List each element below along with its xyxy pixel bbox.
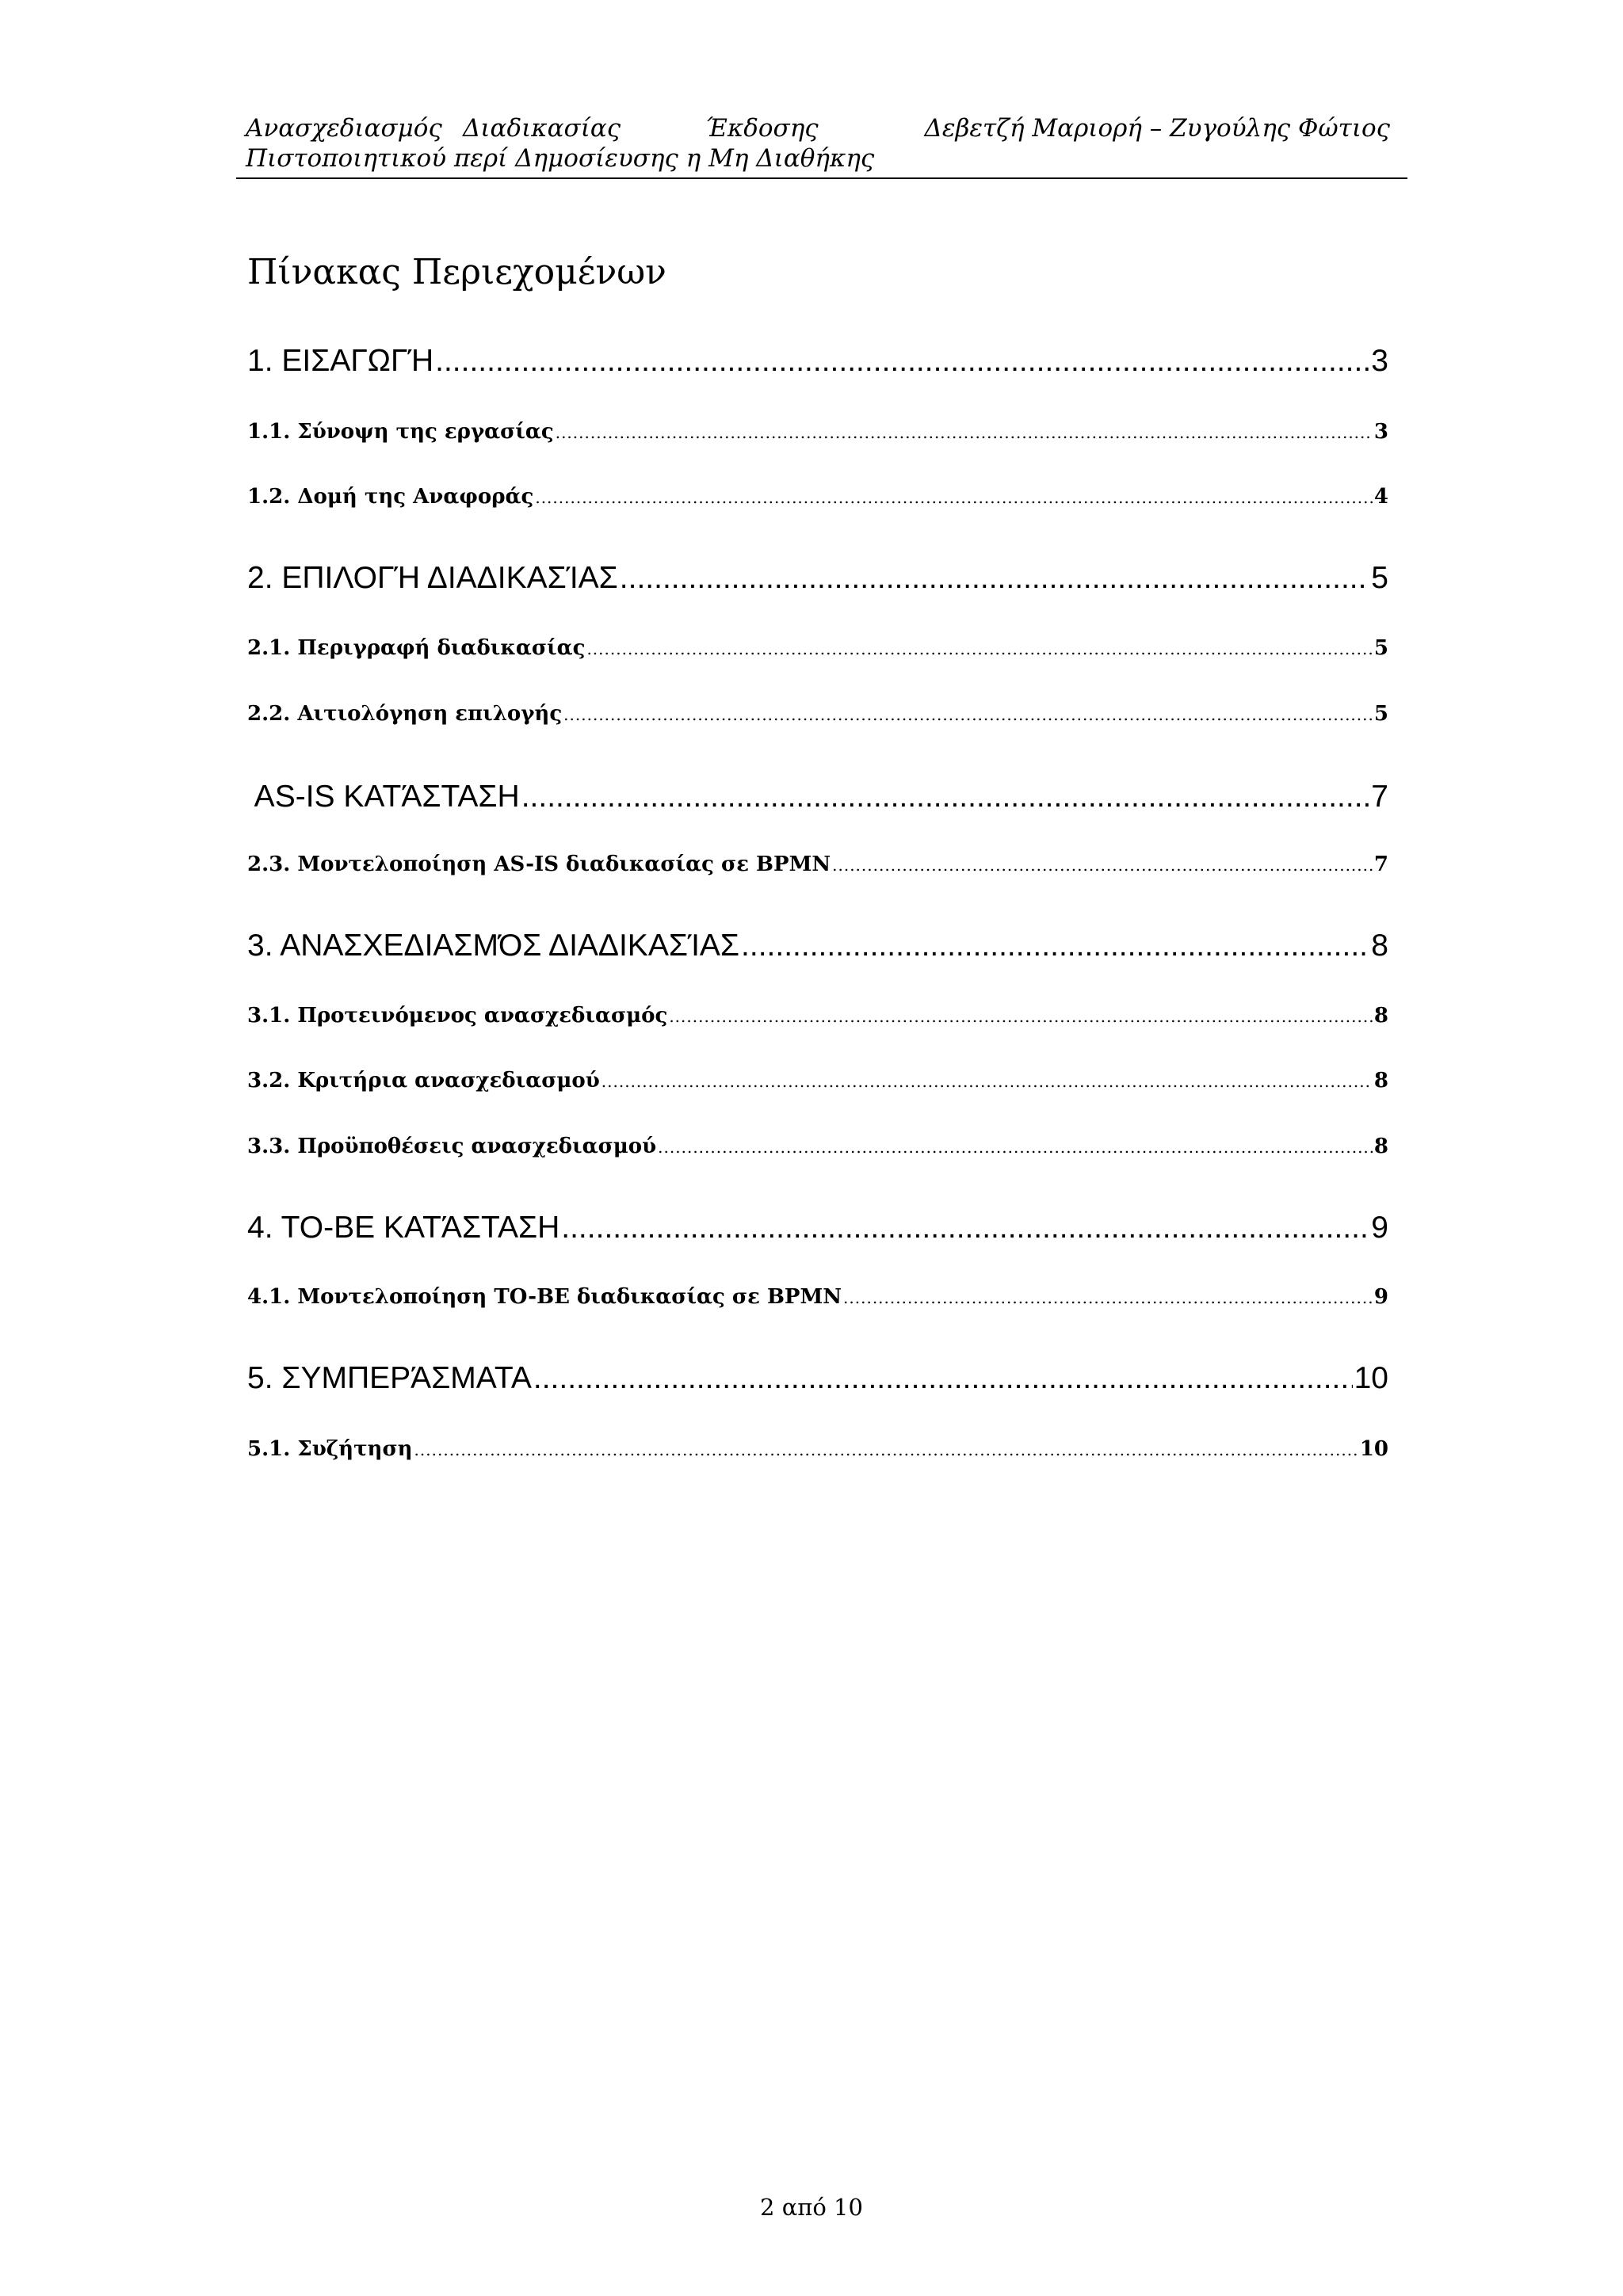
page-number-footer: 2 από 10	[760, 2194, 863, 2221]
toc-page-number: 9	[1371, 1211, 1388, 1245]
toc-page-number: 5	[1371, 561, 1388, 595]
toc-entry-text: 5.1. Συζήτηση	[247, 1437, 413, 1461]
dot-leader	[832, 852, 1373, 879]
dot-leader	[658, 1134, 1373, 1161]
header-word-issuance: Έκδοσης	[705, 114, 819, 143]
toc-page-number: 5	[1373, 636, 1388, 660]
dot-leader	[669, 1003, 1373, 1030]
toc-entry-1[interactable]	[247, 342, 1388, 380]
toc-page-number: 7	[1373, 852, 1388, 876]
toc-entry-3-2[interactable]	[247, 1067, 1388, 1095]
toc-entry-1-2[interactable]	[247, 483, 1388, 511]
toc-entry-text: 3.2. Κριτήρια ανασχεδιασμού	[247, 1069, 600, 1093]
toc-entry-3-3[interactable]	[247, 1133, 1388, 1161]
header-authors: Δεβετζή Μαριορή – Ζυγούλης Φώτιος	[924, 114, 1390, 143]
toc-entry-text: 1. ΕΙΣΑΓΩΓΉ	[247, 344, 434, 378]
toc-entry-text: 1.2. Δομή της Αναφοράς	[247, 485, 534, 509]
dot-leader	[535, 484, 1373, 511]
toc-entry-text: 3.1. Προτεινόμενος ανασχεδιασμός	[247, 1004, 668, 1028]
toc-entry-2[interactable]	[247, 559, 1388, 597]
toc-page-number: 3	[1373, 420, 1388, 444]
toc-entry-1-1[interactable]	[247, 418, 1388, 446]
toc-page-number: 10	[1354, 1361, 1388, 1395]
toc-entry-5[interactable]	[247, 1360, 1388, 1398]
page-header	[236, 114, 1407, 179]
dot-leader	[521, 778, 1370, 816]
toc-page-number: 7	[1371, 780, 1388, 814]
dot-leader	[741, 927, 1369, 965]
toc-entry-2-2[interactable]	[247, 700, 1388, 728]
header-word-redesign: Ανασχεδιασμός	[246, 114, 442, 143]
toc-page-number: 10	[1359, 1437, 1388, 1461]
toc-entry-4-1[interactable]	[247, 1283, 1388, 1311]
toc-entry-2-3[interactable]	[247, 851, 1388, 879]
toc-entry-text: 2.2. Αιτιολόγηση επιλογής	[247, 702, 563, 726]
toc-entry-3[interactable]	[247, 927, 1388, 965]
toc-entry-text: 2.1. Περιγραφή διαδικασίας	[247, 636, 586, 660]
dot-leader	[563, 701, 1373, 728]
toc-entry-text: 3.3. Προϋποθέσεις ανασχεδιασμού	[247, 1135, 657, 1158]
toc-title: Πίνακας Περιεχομένων	[247, 252, 666, 292]
toc-entry-text: 4.1. Μοντελοποίηση TO-BE διαδικασίας σε BPMN	[247, 1285, 842, 1309]
toc-page-number: 8	[1371, 929, 1388, 963]
dot-leader	[601, 1068, 1373, 1095]
toc-entry-2-1[interactable]	[247, 635, 1388, 662]
toc-page-number: 8	[1373, 1069, 1388, 1093]
toc-entry-3-1[interactable]	[247, 1002, 1388, 1030]
toc-entry-text: 1.1. Σύνοψη της εργασίας	[247, 420, 554, 444]
toc-page-number: 4	[1373, 485, 1388, 509]
dot-leader	[533, 1360, 1353, 1398]
dot-leader	[843, 1284, 1373, 1311]
toc-entry-4[interactable]	[247, 1209, 1388, 1247]
toc-entry-text: AS-IS ΚΑΤΆΣΤΑΣΗ	[247, 780, 520, 814]
header-subtitle-line: Πιστοποιητικού περί Δημοσίευσης η Μη Διαθήκης	[246, 144, 875, 173]
dot-leader	[414, 1436, 1358, 1463]
toc-entry-text: 3. ΑΝΑΣΧΕΔΙΑΣΜΌΣ ΔΙΑΔΙΚΑΣΊΑΣ	[247, 929, 740, 963]
toc-entry-text: 2.3. Μοντελοποίηση AS-IS διαδικασίας σε BPMN	[247, 852, 831, 876]
toc-entry-text: 4. TO-BE ΚΑΤΆΣΤΑΣΗ	[247, 1211, 560, 1245]
toc-entry-text: 2. ΕΠΙΛΟΓΉ ΔΙΑΔΙΚΑΣΊΑΣ	[247, 561, 618, 595]
toc-page-number: 8	[1373, 1135, 1388, 1158]
header-word-process: Διαδικασίας	[463, 114, 621, 143]
toc-entry-as-is[interactable]	[247, 778, 1388, 816]
toc-page-number: 9	[1373, 1285, 1388, 1309]
toc-page-number: 5	[1373, 702, 1388, 726]
toc-page-number: 3	[1371, 344, 1388, 378]
dot-leader	[586, 635, 1372, 662]
toc-entry-text: 5. ΣΥΜΠΕΡΆΣΜΑΤΑ	[247, 1361, 532, 1395]
dot-leader	[620, 559, 1370, 597]
dot-leader	[435, 342, 1369, 380]
dot-leader	[556, 419, 1373, 446]
toc-page-number: 8	[1373, 1004, 1388, 1028]
dot-leader	[561, 1209, 1369, 1247]
toc-entry-5-1[interactable]	[247, 1436, 1388, 1463]
